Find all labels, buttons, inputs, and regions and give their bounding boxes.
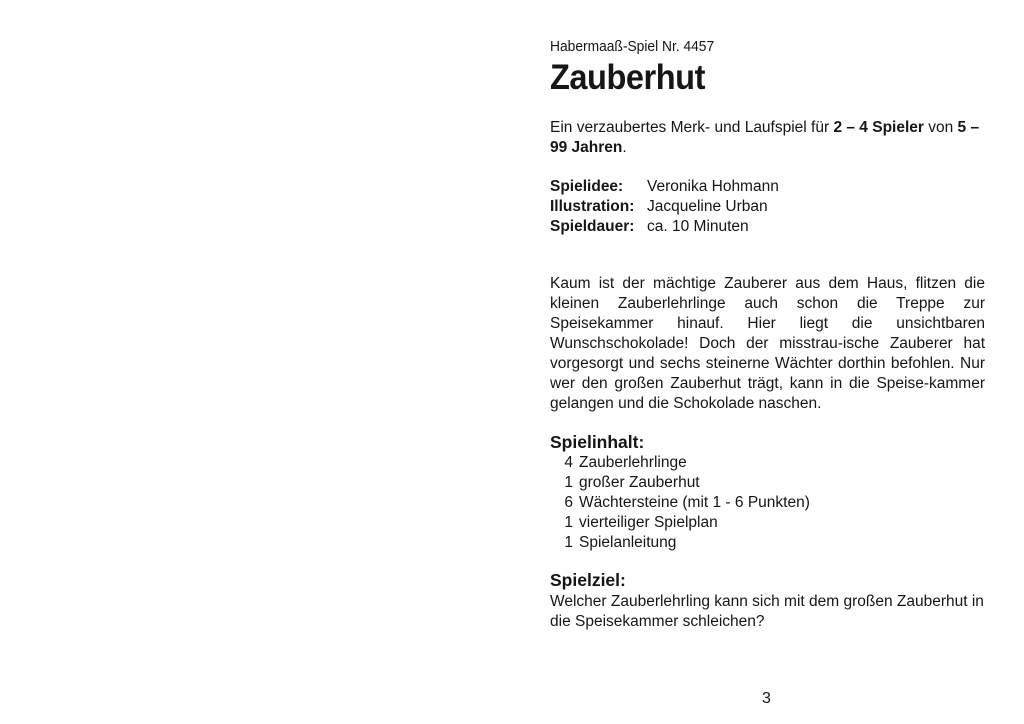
intro-text-3: . — [622, 139, 627, 156]
contents-heading: Spielinhalt: — [550, 432, 645, 452]
credit-value: Veronika Hohmann — [647, 178, 779, 195]
contents-list — [550, 453, 985, 553]
intro-players: 2 – 4 Spieler — [833, 119, 924, 136]
credit-label: Spielidee: — [550, 178, 624, 195]
item-name: Wächtersteine (mit 1 - 6 Punkten) — [579, 494, 810, 511]
item-quantity: 1 — [564, 534, 573, 551]
list-item — [550, 453, 985, 473]
credit-value: ca. 10 Minuten — [647, 218, 749, 235]
publisher-line: Habermaaß-Spiel Nr. 4457 — [550, 38, 715, 55]
page-number: 3 — [762, 690, 771, 707]
item-quantity: 1 — [564, 514, 573, 531]
game-title: Zauberhut — [550, 58, 705, 97]
item-name: vierteiliger Spielplan — [579, 514, 718, 531]
item-quantity: 6 — [564, 494, 573, 511]
story-paragraph: Kaum ist der mächtige Zauberer aus dem Haus, flitzen die kleinen Zauberlehrlinge auch schon die Treppe zur Speisekammer hinauf. Hier liegt die unsichtbaren Wunschschokolade! Doch der misstrau-ische Zauberer hat vorgesorgt und sechs steinerne Wächter dorthin befohlen. Nur wer den großen Zauberhut trägt, kann in die Speise-kammer gelangen und die Schokolade naschen. — [550, 275, 985, 412]
intro-ages: 5 – 99 Jahren — [550, 119, 980, 156]
credit-value: Jacqueline Urban — [647, 198, 768, 215]
intro-text-2: von — [923, 119, 958, 136]
item-quantity: 4 — [564, 454, 573, 471]
item-quantity: 1 — [564, 474, 573, 491]
credit-row-duration — [550, 217, 985, 237]
list-item — [550, 493, 985, 513]
intro-text-1: Ein verzaubertes Merk- und Laufspiel für — [550, 119, 834, 136]
item-name: Zauberlehrlinge — [579, 454, 687, 471]
item-name: Spielanleitung — [579, 534, 677, 551]
right-page — [512, 0, 1024, 724]
goal-heading: Spielziel: — [550, 570, 626, 590]
goal-text: Welcher Zauberlehrling kann sich mit dem großen Zauberhut in die Speisekammer schleichen? — [550, 593, 984, 630]
list-item — [550, 473, 985, 493]
credits — [550, 177, 985, 237]
list-item — [550, 513, 985, 533]
intro-paragraph — [550, 118, 985, 158]
credit-row-idea — [550, 177, 985, 197]
item-name: großer Zauberhut — [579, 474, 700, 491]
credit-label: Illustration: — [550, 198, 635, 215]
list-item — [550, 533, 985, 553]
credit-label: Spieldauer: — [550, 218, 635, 235]
credit-row-illustration — [550, 197, 985, 217]
